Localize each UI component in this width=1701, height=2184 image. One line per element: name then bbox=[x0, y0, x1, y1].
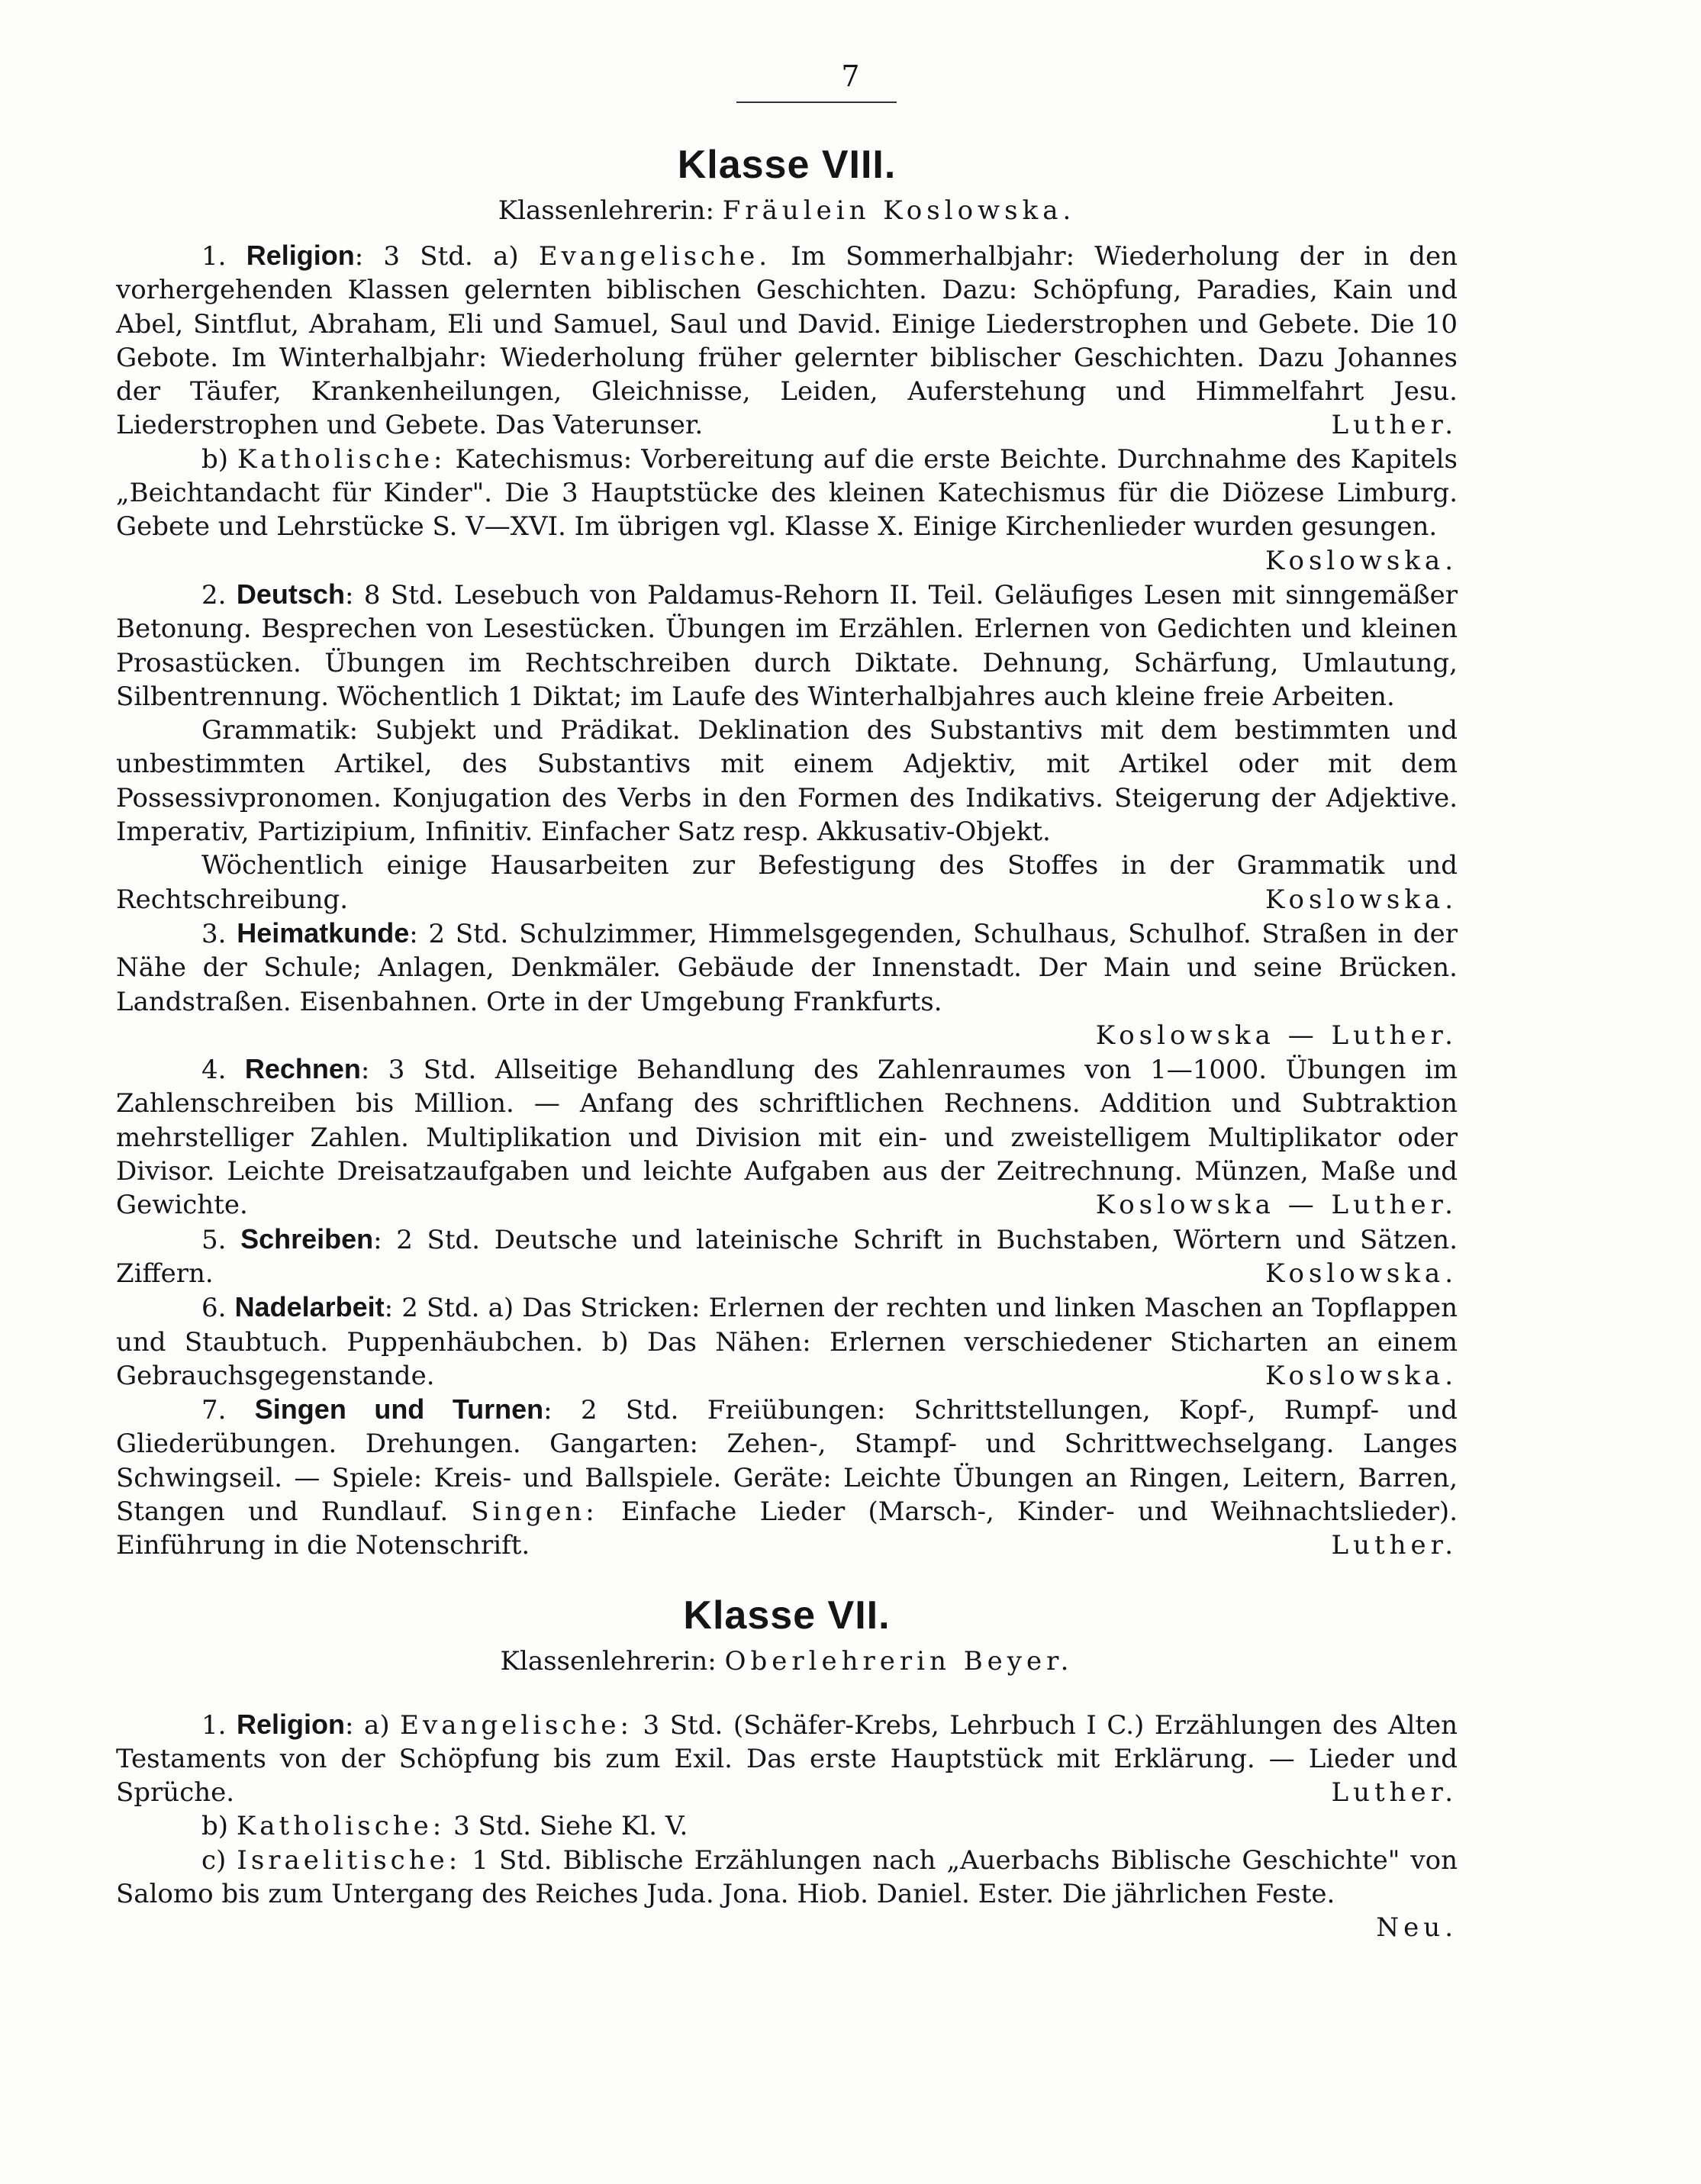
denomination-label: Evangelische. bbox=[538, 241, 772, 272]
denomination-label: Evangelische: bbox=[400, 1709, 633, 1741]
subject-text: Einfache Lieder (Marsch-, Kinder- und Weihnachtslieder). Einführung in die Notenschrift. bbox=[116, 1496, 1458, 1561]
subject-religion-catholic bbox=[116, 443, 1458, 576]
part-label: c) bbox=[201, 1844, 227, 1876]
subject-deutsch-grammar: Grammatik: Subjekt und Prädikat. Deklination des Substantivs mit dem bestimmten und unbestimmten Artikel, des Substantivs mit einem Adjektiv, mit Artikel oder mit dem Possessivpronomen. Konjugation des Verbs in den Formen des Indikativs. Steigerung der Adjektive. Imperativ, Partizipium, Infinitiv. Einfacher Satz resp. Akkusativ-Objekt. bbox=[116, 715, 1458, 848]
class-teacher-line bbox=[116, 193, 1458, 228]
teacher-label: Klassenlehrerin: bbox=[498, 195, 714, 226]
teacher-signature: Luther. bbox=[1331, 410, 1458, 441]
part-label: b) bbox=[201, 443, 229, 475]
subject-number: 3. bbox=[201, 918, 227, 949]
class-teacher-line bbox=[116, 1644, 1458, 1679]
subject-number: 1. bbox=[201, 1709, 227, 1741]
teacher-signature: Neu. bbox=[1376, 1912, 1458, 1944]
part-label: b) bbox=[201, 1811, 229, 1842]
subject-text: Im Sommerhalbjahr: Wiederholung der in den vorhergehenden Klassen gelernten biblischen Geschichten. Dazu: Schöpfung, Paradies, Kain und Abel, Sintflut, Abraham, Eli und Samuel, Saul und David. Einige Liederstrophen und Gebete. Die 10 Gebote. Im Winterhalbjahr: Wiederholung früher gelernter biblischer Geschichten. Dazu Johannes der Täufer, Krankenheilungen, Gleichnisse, Leiden, Auferstehung und Himmelfahrt Jesu. Liederstrophen und Gebete. Das Vaterunser. bbox=[116, 241, 1458, 441]
subject-hours: : 2 Std. bbox=[384, 1293, 480, 1324]
teacher-signature: Koslowska. bbox=[1265, 1360, 1458, 1391]
subject-deutsch bbox=[116, 578, 1458, 714]
subject-hours: : 3 Std. bbox=[360, 1055, 477, 1086]
subject-text: 3 Std. Siehe Kl. V. bbox=[453, 1811, 688, 1842]
teacher-signature: Koslowska. bbox=[1265, 884, 1458, 915]
subject-text: Lesebuch von Paldamus-Rehorn II. Teil. Geläufiges Lesen mit sinngemäßer Betonung. Besprechen von Lesestücken. Übungen im Erzählen. Erlernen von Gedichten und kleinen Prosastücken. Übungen im Rechtschreiben durch Diktate. Dehnung, Schärfung, Umlautung, Silbentrennung. Wöchentlich 1 Diktat; im Laufe des Winterhalbjahres auch kleine freie Arbeiten. bbox=[116, 579, 1458, 712]
teacher-signature: Luther. bbox=[1331, 1530, 1458, 1561]
subject-text: Freiübungen: Schrittstellungen, Kopf-, Rumpf- und Gliederübungen. Drehungen. Gangarten: Zehen-, Stampf- und Schrittwechselgang. Langes Schwingseil. — Spiele: Kreis- und Ballspiele. Geräte: Leichte Übungen an Ringen, Leitern, Barren, Stangen und Rundlauf. bbox=[116, 1395, 1458, 1527]
subject-title: Singen und Turnen bbox=[254, 1393, 544, 1425]
subject-deutsch-homework bbox=[116, 849, 1458, 916]
subject-text: Schulzimmer, Himmelsgegenden, Schulhaus, Schulhof. Straßen in der Nähe der Schule; Anlagen, Denkmäler. Gebäude der Innenstadt. Der Main und seine Brücken. Landstraßen. Eisenbahnen. Orte in der Umgebung Frankfurts. bbox=[116, 918, 1458, 1017]
subject-title: Religion bbox=[237, 1708, 346, 1740]
subject-title: Rechnen bbox=[244, 1053, 361, 1085]
teacher-name: Oberlehrerin Beyer. bbox=[724, 1645, 1074, 1677]
page-number: 7 bbox=[841, 60, 860, 93]
subject-number: 6. bbox=[201, 1293, 227, 1324]
teacher-signature: Koslowska. bbox=[1265, 545, 1458, 576]
teacher-signature: Luther. bbox=[1331, 1777, 1458, 1809]
part-label: Singen: bbox=[471, 1496, 598, 1527]
part-label: : a) bbox=[345, 1709, 390, 1741]
subject-title: Deutsch bbox=[236, 578, 345, 610]
subject-hours: : 2 Std. bbox=[543, 1395, 679, 1426]
subject-religion-catholic bbox=[116, 1809, 1458, 1843]
subject-text: 3 Std. (Schäfer-Krebs, Lehrbuch I C.) Erzählungen des Alten Testaments von der Schöpfung bis zum Exil. Das erste Hauptstück mit Erklärung. — Lieder und Sprüche. bbox=[116, 1709, 1458, 1809]
subject-schreiben bbox=[116, 1222, 1458, 1291]
denomination-label: Israelitische: bbox=[237, 1844, 462, 1876]
subject-text: 1 Std. Biblische Erzählungen nach „Auerbachs Biblische Geschichte" von Salomo bis zum Untergang des Reiches Juda. Jona. Hiob. Daniel. Ester. Die jährlichen Feste. bbox=[116, 1844, 1458, 1910]
subject-number: 7. bbox=[201, 1395, 227, 1426]
teacher-label: Klassenlehrerin: bbox=[500, 1645, 717, 1677]
subject-text: Deutsche und lateinische Schrift in Buchstaben, Wörtern und Sätzen. Ziffern. bbox=[116, 1224, 1458, 1289]
teacher-signature: Koslowska — Luther. bbox=[1095, 1020, 1458, 1051]
subject-text: Allseitige Behandlung des Zahlenraumes von 1—1000. Übungen im Zahlenschreiben bis Million. — Anfang des schriftlichen Rechnens. Addition und Subtraktion mehrstelliger Zahlen. Multiplikation und Division mit ein- und zweistelligem Multiplikator oder Divisor. Leichte Dreisatzaufgaben und leichte Aufgaben aus der Zeitrechnung. Münzen, Maße und Gewichte. bbox=[116, 1055, 1458, 1221]
part-label: a) bbox=[493, 241, 519, 272]
section-klasse-viii bbox=[116, 141, 1458, 1563]
teacher-signature: Koslowska — Luther. bbox=[1095, 1190, 1458, 1221]
subject-singen-turnen bbox=[116, 1393, 1458, 1562]
subject-hours: : 8 Std. bbox=[344, 579, 444, 610]
subject-number: 1. bbox=[201, 241, 227, 272]
section-heading: Klasse VII. bbox=[683, 1593, 891, 1638]
subject-number: 2. bbox=[201, 579, 227, 610]
subject-hours: : 2 Std. bbox=[409, 918, 509, 949]
teacher-signature: Koslowska. bbox=[1265, 1258, 1458, 1289]
subject-text: Katechismus: Vorbereitung auf die erste Beichte. Durchnahme des Kapitels „Beichtandacht für Kinder". Die 3 Hauptstücke des kleinen Katechismus für die Diözese Limburg. Gebete und Lehrstücke S. V—XVI. Im übrigen vgl. Klasse X. Einige Kirchenlieder wurden gesungen. bbox=[116, 443, 1458, 543]
subject-religion-israelite bbox=[116, 1844, 1458, 1945]
subject-heimatkunde bbox=[116, 916, 1458, 1052]
subject-text: Wöchentlich einige Hausarbeiten zur Befestigung des Stoffes in der Grammatik und Rechtschreibung. bbox=[116, 850, 1458, 915]
teacher-name: Fräulein Koslowska. bbox=[722, 195, 1076, 226]
subject-title: Nadelarbeit bbox=[234, 1291, 385, 1323]
subject-title: Heimatkunde bbox=[237, 916, 410, 949]
subject-text: a) Das Stricken: Erlernen der rechten und linken Maschen an Topflappen und Staubtuch. Puppenhäubchen. b) Das Nähen: Erlernen verschiedener Sticharten an einem Gebrauchsgegenstande. bbox=[116, 1293, 1458, 1391]
subject-nadelarbeit bbox=[116, 1290, 1458, 1393]
subject-title: Religion bbox=[246, 240, 355, 271]
subject-title: Schreiben bbox=[240, 1222, 374, 1255]
subject-number: 5. bbox=[201, 1224, 227, 1255]
subject-number: 4. bbox=[201, 1055, 227, 1086]
subject-rechnen bbox=[116, 1052, 1458, 1222]
section-heading: Klasse VIII. bbox=[677, 143, 897, 187]
header-rule bbox=[736, 101, 897, 103]
subject-religion bbox=[116, 239, 1458, 443]
subject-religion bbox=[116, 1708, 1458, 1810]
subject-hours: : 2 Std. bbox=[373, 1224, 481, 1255]
denomination-label: Katholische: bbox=[236, 1811, 446, 1842]
denomination-label: Katholische: bbox=[237, 443, 446, 475]
subject-hours: : 3 Std. bbox=[354, 241, 473, 272]
section-klasse-vii bbox=[116, 1592, 1458, 1945]
page-content bbox=[116, 141, 1458, 1945]
